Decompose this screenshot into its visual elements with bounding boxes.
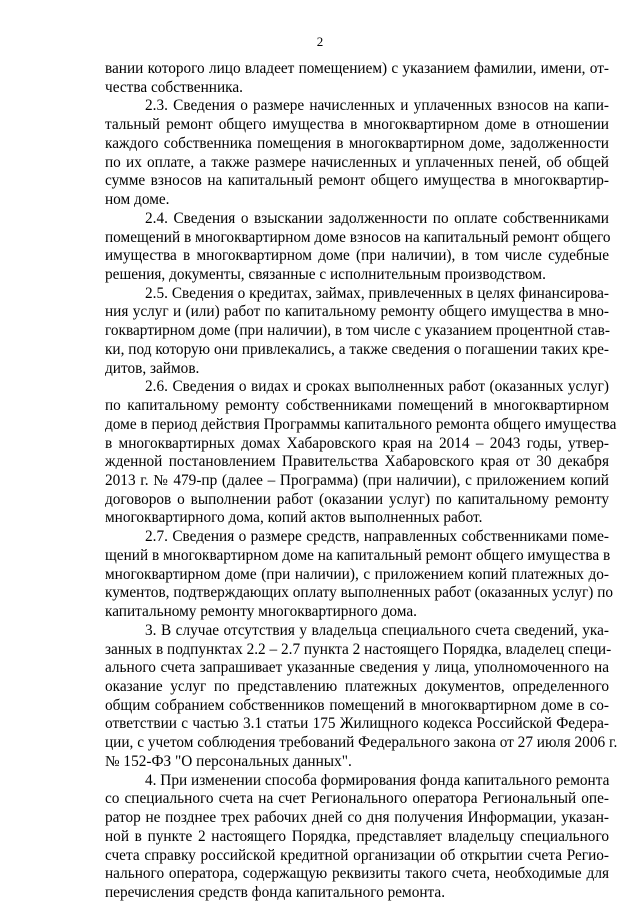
text-line: по капитальному ремонту собственниками помещений в многоквартирном <box>105 397 609 415</box>
text-line: ния услуг и (или) работ по капитальному ремонту общего имущества в мно- <box>105 303 609 321</box>
text-line: ной в пункте 2 настоящего Порядка, представляет владельцу специального <box>105 827 609 845</box>
text-line: дитов, займов. <box>105 359 200 377</box>
text-line: 2.5. Сведения о кредитах, займах, привлеченных в целях финансирова- <box>145 284 609 302</box>
text-line: 2.6. Сведения о видах и сроках выполненных работ (оказанных услуг) <box>145 378 609 396</box>
text-line: ном доме. <box>105 191 170 209</box>
text-line: ции, с учетом соблюдения требований Федерального закона от 27 июля 2006 г. <box>105 734 618 752</box>
text-line: каждого собственника помещения в многоквартирном доме, задолженности <box>105 134 609 152</box>
text-line: 3. В случае отсутствия у владельца специального счета сведений, ука- <box>145 621 609 639</box>
text-line: по их оплате, а также размере начисленных и уплаченных пеней, об общей <box>105 153 609 171</box>
text-line: доме в период действия Программы капитального ремонта общего имущества <box>105 415 617 433</box>
text-line: занных в подпунктах 2.2 – 2.7 пункта 2 настоящего Порядка, владелец специ- <box>105 640 612 658</box>
text-line: ального счета запрашивает указанные сведения у лица, уполномоченного на <box>105 659 609 677</box>
text-line: сумме взносов на капитальный ремонт общего имущества в многоквартир- <box>105 172 609 190</box>
text-line: со специального счета на счет Регионального оператора Региональный опе- <box>105 790 609 808</box>
text-line: щений в многоквартирном доме на капитальный ремонт общего имущества в <box>105 546 611 564</box>
text-line: кументов, подтверждающих оплату выполненных работ (оказанных услуг) по <box>105 584 614 602</box>
text-line: 2.3. Сведения о размере начисленных и уплаченных взносов на капи- <box>145 97 609 115</box>
text-line: 4. При изменении способа формирования фонда капитального ремонта <box>145 771 610 789</box>
text-line: жденной постановлением Правительства Хабаровского края от 30 декабря <box>105 453 609 471</box>
text-line: многоквартирного дома, копий актов выполненных работ. <box>105 509 483 527</box>
text-line: общим собранием собственников помещений в многоквартирном доме в со- <box>105 696 609 714</box>
text-line: 2013 г. № 479-пр (далее – Программа) (при наличии), с приложением копий <box>105 472 609 489</box>
text-line: оказание услуг по представлению платежных документов, определенного <box>105 678 609 695</box>
text-line: решения, документы, связанные с исполнительным производством. <box>105 266 546 283</box>
text-line: нального оператора, содержащую реквизиты такого счета, необходимые для <box>105 865 609 883</box>
page-number: 2 <box>316 34 324 49</box>
text-line: договоров о выполнении работ (оказании услуг) по капитальному ремонту <box>105 490 609 508</box>
text-line: помещений в многоквартирном доме взносов на капитальный ремонт общего <box>105 228 611 246</box>
text-line: 2.7. Сведения о размере средств, направленных собственниками поме- <box>145 528 609 546</box>
text-line: 2.4. Сведения о взыскании задолженности по оплате собственниками <box>145 209 609 227</box>
text-line: вании которого лицо владеет помещением) с указанием фамилии, имени, от- <box>105 60 609 77</box>
text-line: ки, под которую они привлекались, а также сведения о погашении таких кре- <box>105 340 609 358</box>
text-line: чества собственника. <box>105 78 243 96</box>
text-line: в многоквартирных домах Хабаровского края на 2014 – 2043 годы, утвер- <box>105 434 609 452</box>
text-line: перечисления средств фонда капитального ремонта. <box>105 884 446 901</box>
text-line: счета справку российской кредитной организации об открытии счета Регио- <box>105 846 609 864</box>
text-line: ратор не позднее трех рабочих дней со дня получения Информации, указан- <box>105 809 609 827</box>
text-line: капитальному ремонту многоквартирного дома. <box>105 603 417 621</box>
text-line: гоквартирном доме (при наличии), в том числе с указанием процентной став- <box>105 322 610 340</box>
text-line: многоквартирном доме (при наличии), с приложением копий платежных до- <box>105 565 609 583</box>
text-line: тальный ремонт общего имущества в многоквартирном доме в отношении <box>105 116 609 134</box>
text-line: № 152-ФЗ "О персональных данных". <box>105 752 352 770</box>
text-line: ответствии с частью 3.1 статьи 175 Жилищного кодекса Российской Федера- <box>105 715 609 733</box>
text-line: имущества в многоквартирном доме (при наличии), в том числе судебные <box>105 247 609 265</box>
